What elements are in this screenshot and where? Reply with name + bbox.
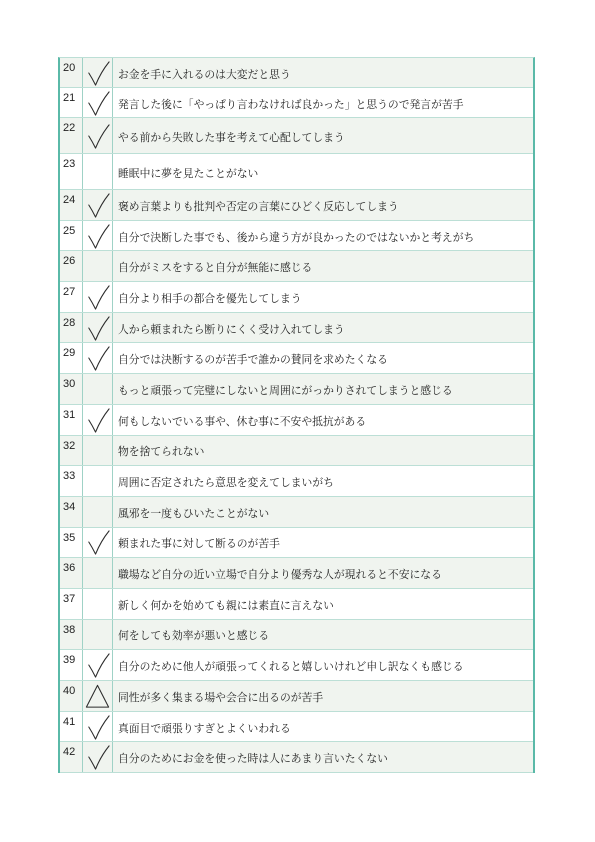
table-row — [60, 620, 533, 651]
answer-mark-cell[interactable] — [83, 190, 113, 220]
table-row — [60, 58, 533, 88]
item-statement: やる前から失敗した事を考えて心配してしまう — [118, 130, 345, 144]
table-row — [60, 589, 533, 620]
item-number: 26 — [60, 251, 83, 281]
answer-mark-cell[interactable] — [83, 742, 113, 772]
item-number: 23 — [60, 154, 83, 189]
item-statement: 睡眠中に夢を見たことがない — [118, 166, 259, 180]
item-statement: 風邪を一度もひいたことがない — [118, 506, 270, 520]
answer-mark-cell[interactable] — [83, 620, 113, 650]
answer-mark-cell[interactable] — [83, 712, 113, 742]
item-number: 22 — [60, 118, 83, 153]
item-statement: もっと頑張って完璧にしないと周囲にがっかりされてしまうと感じる — [118, 383, 453, 397]
item-statement: 物を捨てられない — [118, 445, 205, 459]
table-row — [60, 343, 533, 374]
check-icon — [83, 58, 112, 88]
answer-mark-cell[interactable] — [83, 466, 113, 496]
answer-mark-cell[interactable] — [83, 88, 113, 117]
item-number: 30 — [60, 374, 83, 404]
table-row — [60, 154, 533, 190]
check-icon — [83, 313, 112, 343]
table-row — [60, 742, 533, 773]
check-icon — [83, 712, 112, 742]
item-statement: 何もしないでいる事や、休む事に不安や抵抗がある — [118, 414, 367, 428]
check-icon — [83, 282, 112, 312]
check-icon — [83, 221, 112, 251]
table-row — [60, 497, 533, 528]
check-icon — [83, 88, 112, 118]
table-row — [60, 436, 533, 467]
item-statement: 自分より相手の都合を優先してしまう — [118, 291, 302, 305]
item-statement: 自分がミスをすると自分が無能に感じる — [118, 261, 313, 275]
answer-mark-cell[interactable] — [83, 528, 113, 558]
item-number: 40 — [60, 681, 83, 711]
item-statement: 自分で決断した事でも、後から違う方が良かったのではないかと考えがち — [118, 230, 475, 244]
check-icon — [83, 527, 112, 557]
check-icon — [83, 742, 112, 772]
item-statement: 自分のためにお金を使った時は人にあまり言いたくない — [118, 752, 388, 766]
answer-mark-cell[interactable] — [83, 313, 113, 343]
check-icon — [83, 190, 112, 220]
answer-mark-cell[interactable] — [83, 558, 113, 588]
item-number: 41 — [60, 712, 83, 742]
table-row — [60, 650, 533, 681]
table-row — [60, 374, 533, 405]
table-row — [60, 558, 533, 589]
table-row — [60, 405, 533, 436]
table-row — [60, 88, 533, 118]
item-statement: 周囲に否定されたら意思を変えてしまいがち — [118, 476, 334, 490]
answer-mark-cell[interactable] — [83, 221, 113, 251]
table-row — [60, 313, 533, 344]
answer-mark-cell[interactable] — [83, 118, 113, 153]
answer-mark-cell[interactable] — [83, 589, 113, 619]
item-statement: 人から頼まれたら断りにくく受け入れてしまう — [118, 322, 345, 336]
item-number: 38 — [60, 620, 83, 650]
answer-mark-cell[interactable] — [83, 405, 113, 435]
item-statement: 何をしても効率が悪いと感じる — [118, 629, 270, 643]
item-number: 33 — [60, 466, 83, 496]
item-number: 35 — [60, 528, 83, 558]
item-statement: 褒め言葉よりも批判や否定の言葉にひどく反応してしまう — [118, 199, 399, 213]
item-number: 29 — [60, 343, 83, 373]
item-statement: 職場など自分の近い立場で自分より優秀な人が現れると不安になる — [118, 568, 442, 582]
item-number: 37 — [60, 589, 83, 619]
item-statement: 自分では決断するのが苦手で誰かの賛同を求めたくなる — [118, 353, 388, 367]
check-icon — [83, 343, 112, 373]
item-number: 21 — [60, 88, 83, 117]
answer-mark-cell[interactable] — [83, 251, 113, 281]
item-number: 32 — [60, 436, 83, 466]
answer-mark-cell[interactable] — [83, 154, 113, 189]
item-statement: 真面目で頑張りすぎとよくいわれる — [118, 721, 291, 735]
item-number: 28 — [60, 313, 83, 343]
table-row — [60, 282, 533, 313]
answer-mark-cell[interactable] — [83, 436, 113, 466]
triangle-icon — [83, 681, 112, 711]
item-statement: 発言した後に「やっぱり言わなければ良かった」と思うので発言が苦手 — [118, 97, 464, 111]
item-statement: 自分のために他人が頑張ってくれると嬉しいけれど申し訳なくも感じる — [118, 660, 464, 674]
answer-mark-cell[interactable] — [83, 681, 113, 711]
item-number: 20 — [60, 58, 83, 87]
table-row — [60, 221, 533, 252]
answer-mark-cell[interactable] — [83, 374, 113, 404]
answer-mark-cell[interactable] — [83, 650, 113, 680]
check-icon — [83, 650, 112, 680]
item-number: 39 — [60, 650, 83, 680]
check-icon — [83, 405, 112, 435]
item-number: 27 — [60, 282, 83, 312]
answer-mark-cell[interactable] — [83, 58, 113, 87]
table-row — [60, 466, 533, 497]
item-statement: 新しく何かを始めても親には素直に言えない — [118, 598, 334, 612]
check-icon — [83, 121, 112, 151]
item-number: 34 — [60, 497, 83, 527]
item-statement: 同性が多く集まる場や会合に出るのが苦手 — [118, 690, 324, 704]
item-number: 36 — [60, 558, 83, 588]
item-statement: お金を手に入れるのは大変だと思う — [118, 67, 291, 81]
table-row — [60, 681, 533, 712]
item-number: 24 — [60, 190, 83, 220]
answer-mark-cell[interactable] — [83, 282, 113, 312]
table-row — [60, 712, 533, 743]
item-number: 42 — [60, 742, 83, 772]
item-number: 31 — [60, 405, 83, 435]
table-row — [60, 528, 533, 559]
item-number: 25 — [60, 221, 83, 251]
table-row — [60, 190, 533, 221]
table-row — [60, 251, 533, 282]
answer-mark-cell[interactable] — [83, 497, 113, 527]
item-statement: 頼まれた事に対して断るのが苦手 — [118, 537, 280, 551]
checklist-table — [58, 57, 535, 773]
answer-mark-cell[interactable] — [83, 343, 113, 373]
table-row — [60, 118, 533, 154]
